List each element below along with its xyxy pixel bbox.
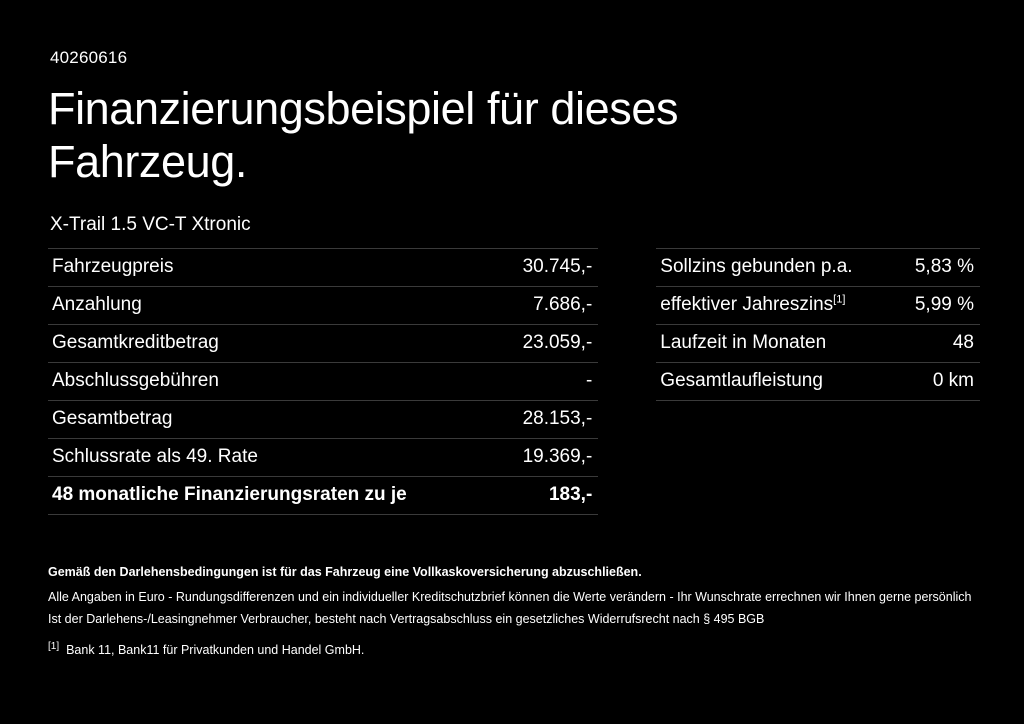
row-label — [656, 287, 897, 325]
table-row — [48, 401, 598, 439]
footnote-bank-text: Bank 11, Bank11 für Privatkunden und Handel GmbH. — [66, 643, 365, 657]
row-value: 23.059,- — [522, 332, 593, 354]
finance-tables — [48, 248, 980, 515]
table-row — [48, 439, 598, 477]
row-value: 48 — [952, 332, 974, 354]
footnote-line-2: Ist der Darlehens-/Leasingnehmer Verbraucher, besteht nach Vertragsabschluss ein gesetzliches Widerrufsrecht nach § 495 BGB — [48, 612, 765, 626]
footnote-insurance-note: Gemäß den Darlehensbedingungen ist für das Fahrzeug eine Vollkaskoversicherung abzuschließen. — [48, 565, 642, 579]
row-label: Gesamtkreditbetrag — [52, 332, 219, 354]
row-value: 183,- — [548, 484, 593, 506]
page-title: Finanzierungsbeispiel für dieses Fahrzeug. — [48, 83, 679, 188]
row-label: Gesamtbetrag — [52, 408, 173, 430]
finance-table-left — [48, 248, 598, 515]
row-value: 0 km — [932, 370, 974, 392]
table-row — [48, 363, 598, 401]
footnote-bank-reference — [48, 640, 978, 657]
row-label — [656, 363, 897, 401]
table-row — [656, 287, 980, 325]
row-label-text: Gesamtlaufleistung — [660, 370, 823, 392]
table-row — [656, 325, 980, 363]
row-value: 7.686,- — [533, 294, 593, 316]
table-row — [48, 249, 598, 287]
row-label: 48 monatliche Finanzierungsraten zu je — [52, 484, 407, 506]
row-value: 5,99 % — [914, 294, 974, 316]
footnotes-block — [48, 565, 978, 657]
vehicle-model: X-Trail 1.5 VC-T Xtronic — [50, 214, 251, 236]
row-value: 19.369,- — [522, 446, 593, 468]
table-row — [48, 287, 598, 325]
table-row-monthly-rate — [48, 477, 598, 515]
table-row — [48, 325, 598, 363]
row-value: - — [585, 370, 593, 392]
row-label-text: Laufzeit in Monaten — [660, 332, 827, 354]
footnote-marker: [1] — [833, 293, 846, 306]
row-value: 30.745,- — [522, 256, 593, 278]
footnote-line-1: Alle Angaben in Euro - Rundungsdifferenzen und ein individueller Kreditschutzbrief können die Werte verändern - Ihr Wunschrate errechnen wir Ihnen gerne persönlich — [48, 590, 972, 604]
row-label: Schlussrate als 49. Rate — [52, 446, 258, 468]
row-value: 28.153,- — [522, 408, 593, 430]
reference-number: 40260616 — [50, 48, 128, 67]
table-row — [656, 363, 980, 401]
row-label — [656, 249, 897, 287]
table-row — [656, 249, 980, 287]
row-label: Anzahlung — [52, 294, 142, 316]
footnote-marker: [1] — [48, 640, 60, 652]
row-label: Fahrzeugpreis — [52, 256, 174, 278]
finance-table-right — [656, 248, 980, 515]
row-label-text: Sollzins gebunden p.a. — [660, 256, 853, 278]
row-label-text: effektiver Jahreszins — [660, 294, 834, 316]
row-label: Abschlussgebühren — [52, 370, 219, 392]
row-label — [656, 325, 897, 363]
row-value: 5,83 % — [914, 256, 974, 278]
